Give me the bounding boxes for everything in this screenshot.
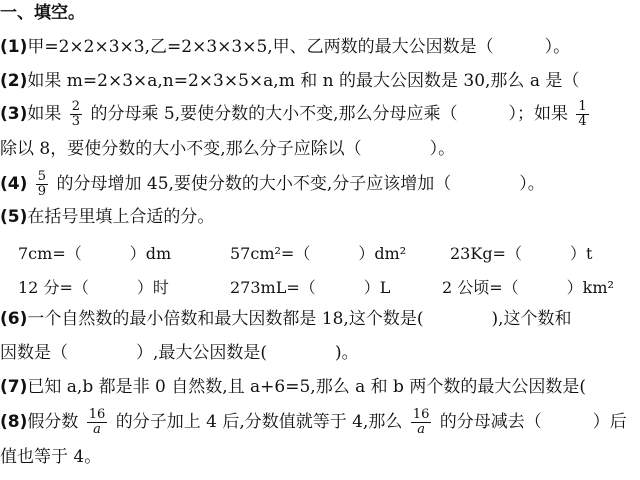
question-number: (6): [0, 309, 28, 329]
question-text: 如果 m=2×3×a,n=2×3×5×a,m 和 n 的最大公因数是 30,那么 a 是（: [27, 71, 580, 91]
fraction: [576, 100, 588, 129]
fraction-numerator: 2: [71, 99, 81, 114]
question-text: 一个自然数的最小倍数和最大因数都是 18,这个数是( ),这个数和: [27, 309, 572, 329]
question-2: [0, 70, 579, 92]
question-text: 如果: [27, 104, 62, 124]
unit-item: 12 分=（ ）时: [18, 278, 169, 297]
question-number: (4): [0, 174, 28, 194]
question-3-cont: 除以 8，要使分数的大小不变,那么分子应除以（ ）。: [0, 139, 456, 159]
unit-item: 273mL=（ ）L: [230, 278, 391, 297]
question-text: 在括号里填上合适的分。: [27, 207, 215, 227]
fraction-numerator: 1: [578, 99, 587, 114]
question-number: (2): [0, 71, 28, 91]
fraction-numerator: 5: [37, 169, 47, 184]
question-text: 已知 a,b 都是非 0 自然数,且 a+6=5,那么 a 和 b 两个数的最大公因数是(: [27, 377, 586, 397]
question-text: 的分母增加 45,要使分数的大小不变,分子应该增加（ ）。: [56, 174, 545, 194]
question-number: (7): [0, 377, 28, 397]
question-8: [0, 408, 627, 437]
unit-item: 7cm=（ ）dm: [18, 244, 172, 263]
question-text: 的分母乘 5,要使分数的大小不变,那么分母应乘（ ）；如果: [90, 104, 568, 124]
question-number: (3): [0, 104, 28, 124]
fraction: [87, 408, 108, 437]
unit-item: 2 公顷=（ ）km²: [442, 278, 614, 297]
question-3: [0, 100, 592, 129]
fraction: [411, 408, 432, 437]
fraction-denominator: a: [93, 422, 101, 437]
question-6: [0, 308, 571, 330]
question-number: (8): [0, 412, 28, 432]
fraction-denominator: 4: [578, 114, 587, 129]
fraction-denominator: 3: [71, 114, 81, 129]
question-text: 甲=2×2×3×3,乙=2×3×3×5,甲、乙两数的最大公因数是（ ）。: [27, 37, 571, 57]
fraction-numerator: 16: [88, 407, 106, 422]
unit-item: 57cm²=（ ）dm²: [230, 244, 407, 263]
question-4: [0, 170, 545, 199]
question-1: [0, 36, 570, 58]
fraction-denominator: 9: [37, 184, 47, 199]
fraction: [70, 100, 82, 129]
question-8-cont: 值也等于 4。: [0, 447, 102, 467]
question-text: 的分母减去（ ）后: [439, 412, 627, 432]
question-6-cont: 因数是（ ）,最大公因数是( )。: [0, 343, 359, 363]
question-text: 假分数: [27, 412, 79, 432]
fraction-numerator: 16: [412, 407, 430, 422]
section-title: 一、填空。: [0, 3, 85, 23]
fraction: [36, 170, 48, 199]
question-number: (1): [0, 37, 28, 57]
question-5: [0, 206, 214, 228]
question-text: 的分子加上 4 后,分数值就等于 4,那么: [115, 412, 403, 432]
question-number: (5): [0, 207, 28, 227]
question-7: [0, 376, 586, 398]
fraction-denominator: a: [417, 422, 425, 437]
unit-item: 23Kg=（ ）t: [450, 244, 593, 263]
